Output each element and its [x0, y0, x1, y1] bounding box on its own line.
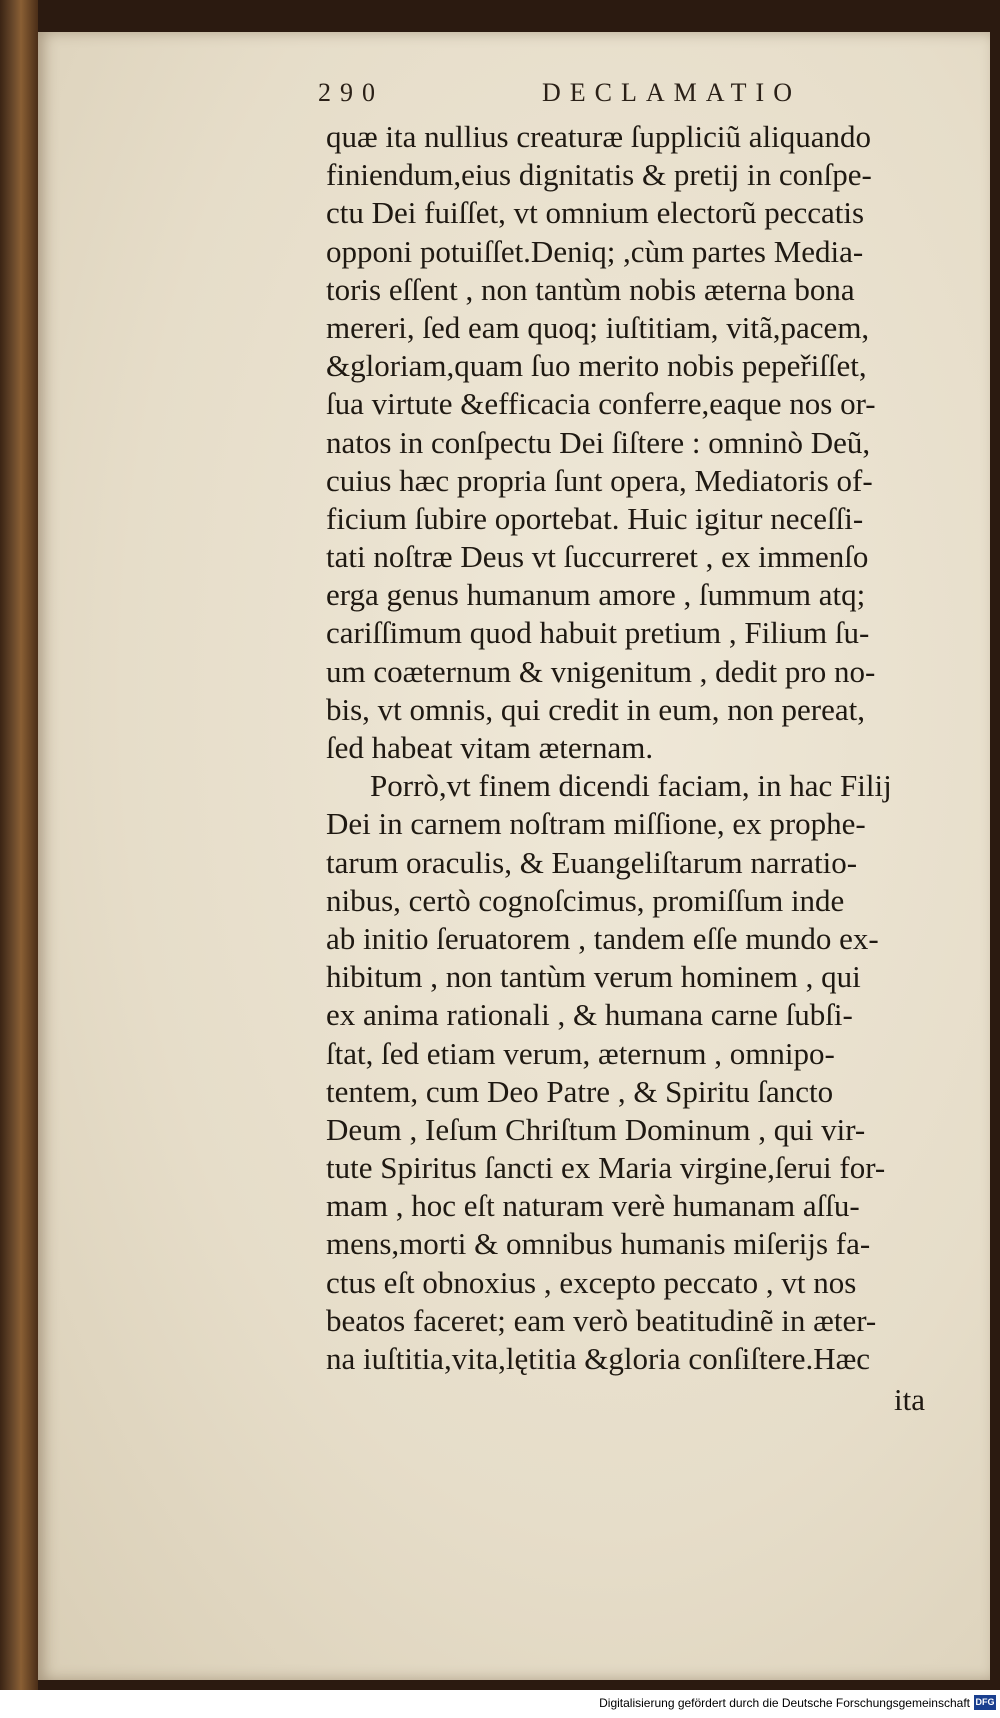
text-line: tentem, cum Deo Patre , & Spiritu ſancto [326, 1073, 834, 1109]
text-line: cuius hæc propria ſunt opera, Mediatoris of- [326, 462, 873, 498]
text-line: finiendum,eius dignitatis & pretij in conſpe- [326, 157, 872, 193]
text-line: ctus eſt obnoxius , excepto peccato , vt nos [326, 1264, 857, 1300]
text-line: ex anima rationali , & humana carne ſubſi- [326, 997, 853, 1033]
text-line: Dei in carnem noſtram miſſione, ex prophe- [326, 806, 866, 842]
text-line: cariſſimum quod habuit pretium , Filium ſu- [326, 615, 870, 651]
text-line: ctu Dei fuiſſet, vt omnium electorũ peccatis [326, 195, 865, 231]
text-line: ſed habeat vitam æternam. [326, 730, 654, 765]
text-line: na iuſtitia,vita,lętitia &gloria conſiſtere.Hæc [326, 1341, 871, 1376]
text-line: tarum oraculis, & Euangeliſtarum narratio- [326, 844, 858, 880]
body-text [326, 118, 966, 1378]
text-line: mens,morti & omnibus humanis miſerijs fa- [326, 1226, 871, 1262]
text-line: mam , hoc eſt naturam verè humanam aſſu- [326, 1188, 860, 1224]
text-line: tute Spiritus ſancti ex Maria virgine,ſerui for- [326, 1150, 886, 1186]
text-line: beatos faceret; eam verò beatitudinẽ in æter- [326, 1302, 877, 1338]
funding-credit: Digitalisierung gefördert durch die Deutsche Forschungsgemeinschaft [599, 1696, 970, 1710]
running-title: DECLAMATIO [542, 78, 801, 107]
text-line: erga genus humanum amore , ſummum atq; [326, 577, 866, 613]
text-line: quæ ita nullius creaturæ ſuppliciũ aliquando [326, 119, 871, 154]
text-line: ab initio ſeruatorem , tandem eſſe mundo ex- [326, 920, 879, 956]
text-line: ficium ſubire oportebat. Huic igitur neceſſi- [326, 500, 864, 536]
page-number: 290 [318, 78, 384, 107]
text-line: mereri, ſed eam quoq; iuſtitiam, vitã,pacem, [326, 309, 870, 345]
text-line: ſtat, ſed etiam verum, æternum , omnipo- [326, 1035, 835, 1071]
text-line: bis, vt omnis, qui credit in eum, non pereat, [326, 691, 865, 727]
footer-bar [0, 1690, 1000, 1718]
text-line: tati noſtræ Deus vt ſuccurreret , ex immenſo [326, 539, 869, 575]
catchword: ita [894, 1382, 925, 1417]
book-binding [0, 0, 38, 1690]
text-line: ſua virtute &efficacia conferre,eaque nos or- [326, 386, 876, 422]
text-line: natos in conſpectu Dei ſiſtere : omninò Deũ, [326, 424, 871, 460]
text-line: um coæternum & vnigenitum , dedit pro no- [326, 653, 876, 689]
paragraph-start-line: Porrò,vt finem dicendi faciam, in hac Filij [370, 768, 892, 804]
dfg-logo: DFG [974, 1695, 996, 1710]
text-line: &gloriam,quam ſuo merito nobis pepeřiſſet, [326, 348, 867, 384]
page-header [318, 78, 801, 114]
text-line: toris eſſent , non tantùm nobis æterna bona [326, 271, 855, 307]
text-line: nibus, certò cognoſcimus, promiſſum inde [326, 882, 845, 918]
text-line: Deum , Ieſum Chriſtum Dominum , qui vir- [326, 1111, 866, 1147]
text-line: opponi potuiſſet.Deniq; ,cùm partes Media- [326, 233, 864, 269]
text-line: hibitum , non tantùm verum hominem , qui [326, 959, 861, 995]
